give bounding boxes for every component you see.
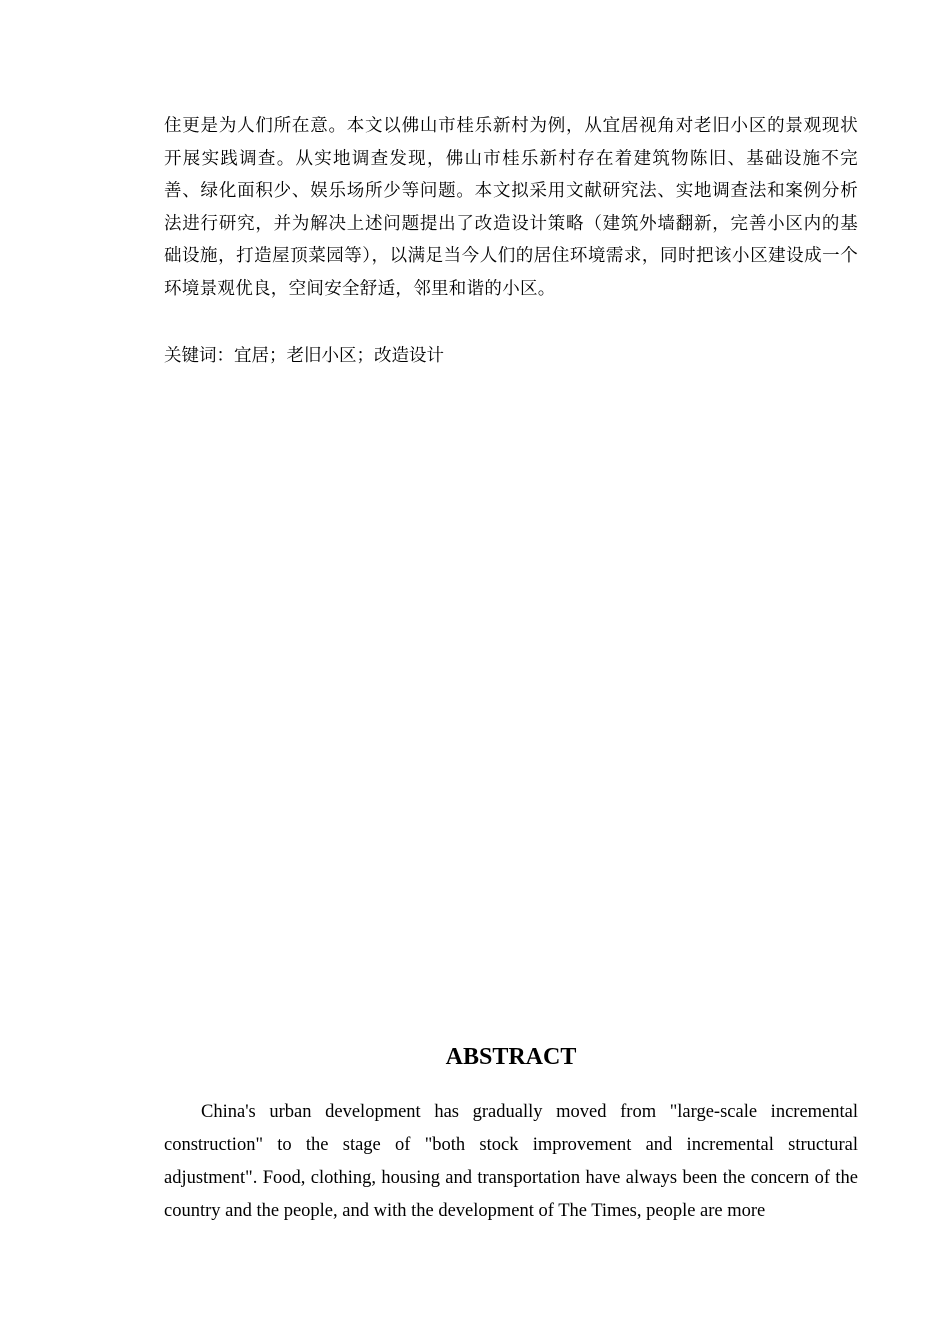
keywords-value: 宜居；老旧小区；改造设计 bbox=[234, 346, 444, 366]
keywords-label: 关键词： bbox=[164, 346, 234, 366]
keywords-line bbox=[164, 340, 858, 372]
english-abstract-paragraph: China's urban development has gradually moved from "large-scale incremental construction" to the stage of "both stock improvement and incremental structural adjustment". Food, clothing, housing and transportation have always been the concern of the country and the people, and with the development of The Times, people are more bbox=[164, 1102, 858, 1221]
abstract-heading: ABSTRACT bbox=[445, 1044, 577, 1070]
chinese-abstract-paragraph: 住更是为人们所在意。本文以佛山市桂乐新村为例，从宜居视角对老旧小区的景观现状开展实践调查。从实地调查发现，佛山市桂乐新村存在着建筑物陈旧、基础设施不完善、绿化面积少、娱乐场所少等问题。本文拟采用文献研究法、实地调查法和案例分析法进行研究，并为解决上述问题提出了改造设计策略（建筑外墙翻新，完善小区内的基础设施，打造屋顶菜园等），以满足当今人们的居住环境需求，同时把该小区建设成一个环境景观优良，空间安全舒适，邻里和谐的小区。 bbox=[164, 116, 858, 299]
